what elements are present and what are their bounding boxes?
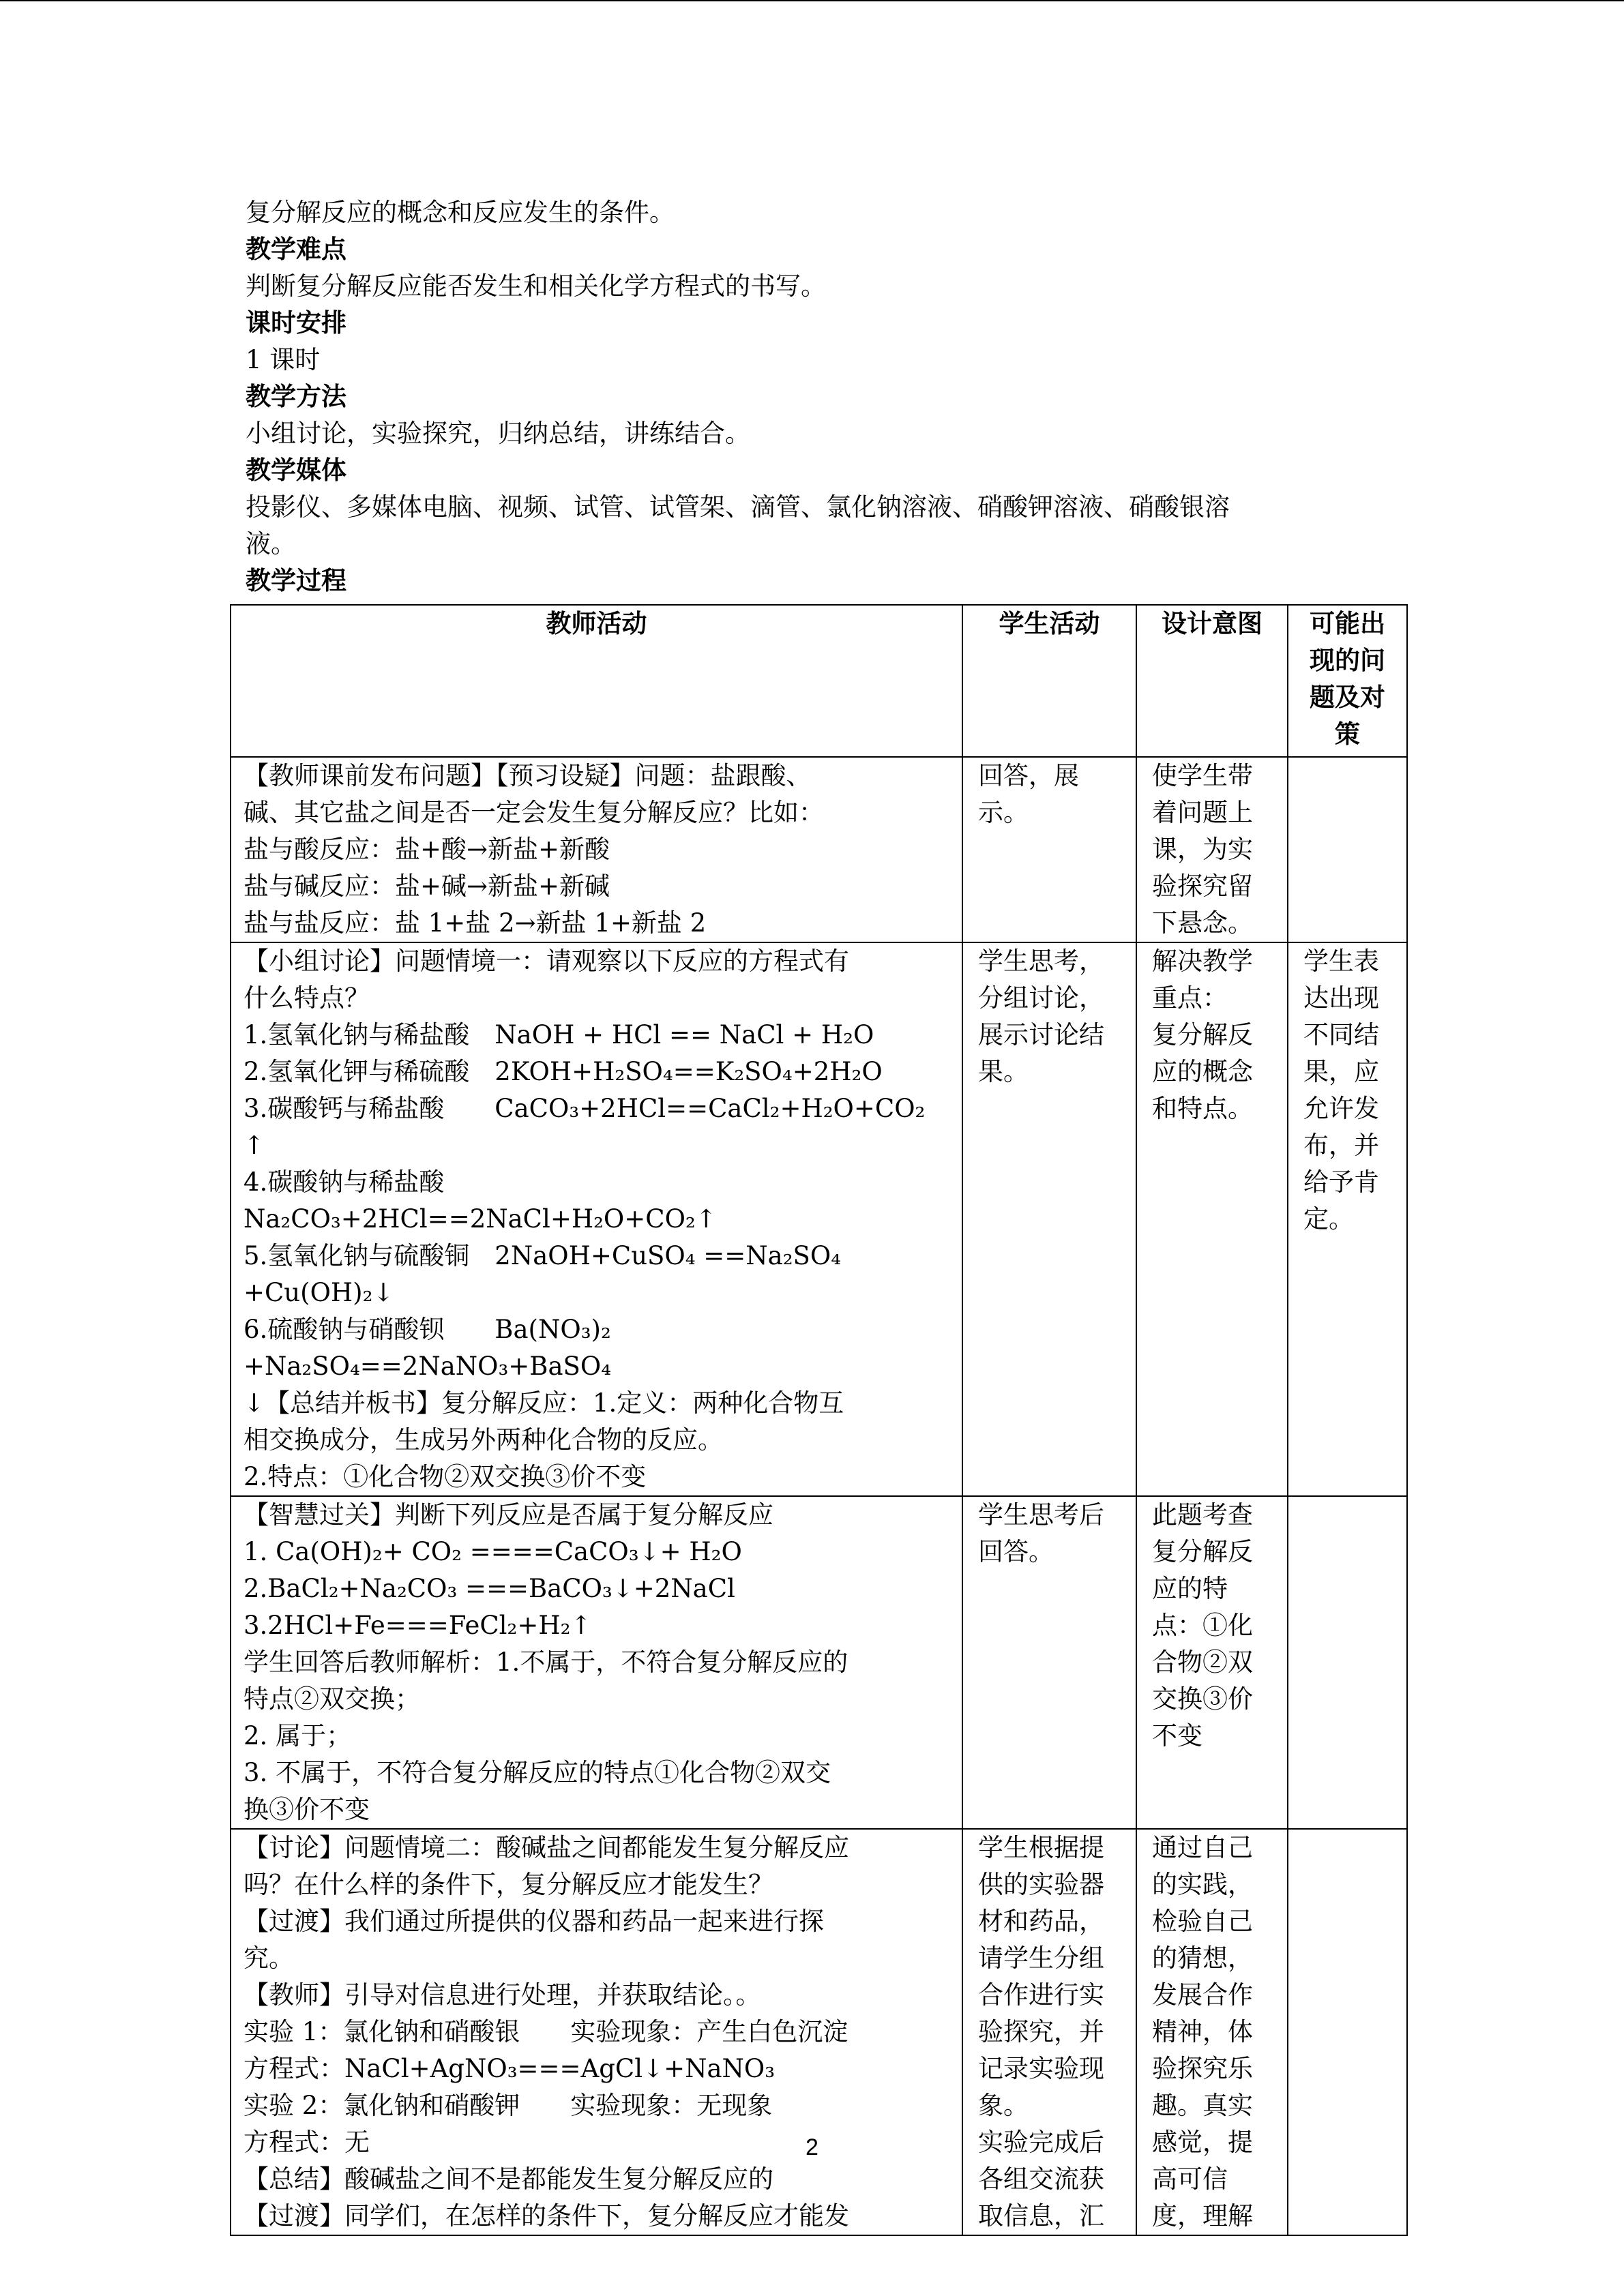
design-line: 重点：: [1152, 983, 1228, 1013]
design-line: 和特点。: [1152, 1094, 1253, 1123]
table-row: [231, 1829, 1407, 2235]
student-line: 记录实验现: [978, 2054, 1104, 2083]
student-line: 请学生分组: [978, 1943, 1104, 1973]
problems-cell: [1288, 1496, 1407, 1829]
teacher-line: 2.氢氧化钾与稀硫酸 2KOH+H₂SO₄==K₂SO₄+2H₂O: [243, 1057, 883, 1086]
design-line: 不变: [1152, 1721, 1202, 1750]
difficulty-text: 判断复分解反应能否发生和相关化学方程式的书写。: [246, 271, 826, 301]
table-header-row: [231, 605, 1407, 757]
difficulty-heading: 教学难点: [246, 235, 346, 264]
student-line: 实验完成后: [978, 2128, 1104, 2157]
student-line: 分组讨论，: [978, 983, 1104, 1013]
student-cell: [962, 1829, 1136, 2235]
teacher-line: 【总结】酸碱盐之间不是都能发生复分解反应的: [243, 2164, 773, 2194]
student-line: 学生根据提: [978, 1833, 1104, 1862]
design-line: 合物②双: [1152, 1648, 1253, 1677]
teacher-line: 3. 不属于，不符合复分解反应的特点①化合物②双交: [243, 1758, 831, 1787]
design-line: 的实践，: [1152, 1870, 1253, 1899]
student-line: 回答。: [978, 1537, 1054, 1566]
student-line: 果。: [978, 1057, 1029, 1086]
teacher-line: 碱、其它盐之间是否一定会发生复分解反应？比如：: [243, 798, 824, 827]
teacher-line: 相交换成分，生成另外两种化合物的反应。: [243, 1425, 723, 1455]
teacher-line: 1.氢氧化钠与稀盐酸 NaOH + HCl == NaCl + H₂O: [243, 1020, 874, 1049]
student-line: 学生思考后: [978, 1500, 1104, 1530]
teacher-line: 【教师课前发布问题】【预习设疑】问题：盐跟酸、: [243, 761, 812, 790]
problems-cell: [1288, 1829, 1407, 2235]
header-problems-line: 策: [1335, 719, 1360, 749]
header-problems-line: 可能出: [1310, 609, 1385, 638]
table-row: [231, 1496, 1407, 1829]
design-line: 感觉，提: [1152, 2128, 1253, 2157]
page-number: 2: [806, 2134, 818, 2160]
design-line: 应的概念: [1152, 1057, 1253, 1086]
teacher-line: 盐与碱反应：盐+碱→新盐+新碱: [243, 871, 610, 901]
teacher-line: 学生回答后教师解析：1.不属于，不符合复分解反应的: [243, 1648, 848, 1677]
teacher-line: 方程式：无: [243, 2128, 370, 2157]
header-possible-problems: [1288, 605, 1407, 757]
teacher-line: 6.硫酸钠与硝酸钡 Ba(NO₃)₂ +Na₂SO₄==2NaNO₃+BaSO₄: [243, 1315, 612, 1381]
teacher-line: 方程式：NaCl+AgNO₃===AgCl↓+NaNO₃: [243, 2054, 776, 2083]
teacher-line: 【小组讨论】问题情境一：请观察以下反应的方程式有: [243, 946, 849, 976]
teacher-line: 1. Ca(OH)₂+ CO₂ ====CaCO₃↓+ H₂O: [243, 1537, 742, 1566]
process-table: [230, 604, 1408, 2236]
design-cell: [1136, 757, 1288, 942]
intro-section: [246, 194, 1405, 599]
design-line: 应的特: [1152, 1574, 1228, 1603]
teacher-line: 4.碳酸钠与稀盐酸 Na₂CO₃+2HCl==2NaCl+H₂O+CO₂↑: [243, 1167, 717, 1234]
media-heading: 教学媒体: [246, 456, 346, 485]
teacher-line: ↓【总结并板书】复分解反应：1.定义：两种化合物互: [243, 1388, 844, 1418]
teacher-line: 吗？在什么样的条件下，复分解反应才能发生？: [243, 1870, 773, 1899]
media-text-line-1: 投影仪、多媒体电脑、视频、试管、试管架、滴管、氯化钠溶液、硝酸钾溶液、硝酸银溶: [246, 492, 1230, 522]
design-line: 课，为实: [1152, 835, 1253, 864]
teacher-line: 实验 2：氯化钠和硝酸钾 实验现象：无现象: [243, 2091, 773, 2120]
top-rule: [0, 0, 1624, 1]
teacher-line: 盐与盐反应：盐 1+盐 2→新盐 1+新盐 2: [243, 908, 707, 938]
design-line: 使学生带: [1152, 761, 1253, 790]
teacher-line: 5.氢氧化钠与硫酸铜 2NaOH+CuSO₄ ==Na₂SO₄ +Cu(OH)₂↓: [243, 1241, 842, 1307]
table-row: [231, 757, 1407, 942]
design-line: 检验自己: [1152, 1907, 1253, 1936]
schedule-text: 1 课时: [246, 345, 321, 374]
problems-line: 给予肯: [1303, 1167, 1379, 1197]
problems-cell: [1288, 757, 1407, 942]
header-problems-line: 题及对: [1310, 683, 1385, 712]
method-heading: 教学方法: [246, 382, 346, 411]
teacher-line: 【讨论】问题情境二：酸碱盐之间都能发生复分解反应: [243, 1833, 849, 1862]
header-teacher-activity: 教师活动: [231, 605, 962, 757]
student-line: 各组交流获: [978, 2164, 1104, 2194]
media-text-line-2: 液。: [246, 529, 296, 558]
design-cell: [1136, 942, 1288, 1496]
method-text: 小组讨论，实验探究，归纳总结，讲练结合。: [246, 419, 750, 448]
design-line: 下悬念。: [1152, 908, 1253, 938]
teacher-line: 3.2HCl+Fe===FeCl₂+H₂↑: [243, 1611, 592, 1640]
problems-line: 学生表: [1303, 946, 1379, 976]
student-cell: [962, 942, 1136, 1496]
design-line: 着问题上: [1152, 798, 1253, 827]
teacher-line: 2. 属于；: [243, 1721, 352, 1750]
design-line: 发展合作: [1152, 1980, 1253, 2010]
design-line: 趣。真实: [1152, 2091, 1253, 2120]
design-line: 验探究乐: [1152, 2054, 1253, 2083]
table-row: [231, 942, 1407, 1496]
design-line: 验探究留: [1152, 871, 1253, 901]
teacher-line: 2.BaCl₂+Na₂CO₃ ===BaCO₃↓+2NaCl: [243, 1574, 735, 1603]
header-student-activity: 学生活动: [962, 605, 1136, 757]
teacher-line: 什么特点？: [243, 983, 370, 1013]
design-line: 的猜想，: [1152, 1943, 1253, 1973]
student-line: 学生思考，: [978, 946, 1104, 976]
header-design-intent: 设计意图: [1136, 605, 1288, 757]
design-line: 度，理解: [1152, 2201, 1253, 2231]
design-line: 通过自己: [1152, 1833, 1253, 1862]
problems-line: 允许发: [1303, 1094, 1379, 1123]
teacher-line: 实验 1：氯化钠和硝酸银 实验现象：产生白色沉淀: [243, 2017, 848, 2046]
teacher-cell: [231, 1829, 962, 2235]
header-problems-line: 现的问: [1310, 646, 1385, 675]
design-line: 交换③价: [1152, 1684, 1253, 1714]
teacher-line: 【过渡】我们通过所提供的仪器和药品一起来进行探: [243, 1907, 824, 1936]
design-line: 此题考查: [1152, 1500, 1253, 1530]
teacher-cell: [231, 1496, 962, 1829]
student-line: 象。: [978, 2091, 1029, 2120]
problems-line: 不同结: [1303, 1020, 1379, 1049]
key-points-text: 复分解反应的概念和反应发生的条件。: [246, 198, 675, 227]
teacher-cell: [231, 942, 962, 1496]
student-line: 示。: [978, 798, 1029, 827]
teacher-cell: [231, 757, 962, 942]
process-heading: 教学过程: [246, 566, 346, 595]
teacher-line: 2.特点：①化合物②双交换③价不变: [243, 1462, 647, 1491]
problems-cell: [1288, 942, 1407, 1496]
problems-line: 果，应: [1303, 1057, 1379, 1086]
teacher-line: 换③价不变: [243, 1795, 370, 1824]
student-line: 展示讨论结: [978, 1020, 1104, 1049]
design-cell: [1136, 1496, 1288, 1829]
design-line: 复分解反: [1152, 1537, 1253, 1566]
student-line: 供的实验器: [978, 1870, 1104, 1899]
schedule-heading: 课时安排: [246, 308, 346, 338]
teacher-line: 【教师】引导对信息进行处理，并获取结论。。: [243, 1980, 761, 2010]
teacher-line: 3.碳酸钙与稀盐酸 CaCO₃+2HCl==CaCl₂+H₂O+CO₂ ↑: [243, 1094, 926, 1160]
problems-line: 达出现: [1303, 983, 1379, 1013]
design-line: 点：①化: [1152, 1611, 1253, 1640]
student-line: 合作进行实: [978, 1980, 1104, 2010]
design-line: 复分解反: [1152, 1020, 1253, 1049]
design-line: 精神，体: [1152, 2017, 1253, 2046]
teacher-line: 究。: [243, 1943, 294, 1973]
problems-line: 布，并: [1303, 1131, 1379, 1160]
teacher-line: 盐与酸反应：盐+酸→新盐+新酸: [243, 835, 610, 864]
design-line: 高可信: [1152, 2164, 1228, 2194]
student-cell: [962, 1496, 1136, 1829]
teacher-line: 【过渡】同学们，在怎样的条件下，复分解反应才能发: [243, 2201, 849, 2231]
problems-line: 定。: [1303, 1204, 1354, 1234]
teacher-line: 特点②双交换；: [243, 1684, 420, 1714]
teacher-line: 【智慧过关】判断下列反应是否属于复分解反应: [243, 1500, 773, 1530]
student-line: 取信息，汇: [978, 2201, 1104, 2231]
student-cell: [962, 757, 1136, 942]
design-cell: [1136, 1829, 1288, 2235]
student-line: 材和药品，: [978, 1907, 1104, 1936]
student-line: 回答，展: [978, 761, 1079, 790]
student-line: 验探究，并: [978, 2017, 1104, 2046]
design-line: 解决教学: [1152, 946, 1253, 976]
